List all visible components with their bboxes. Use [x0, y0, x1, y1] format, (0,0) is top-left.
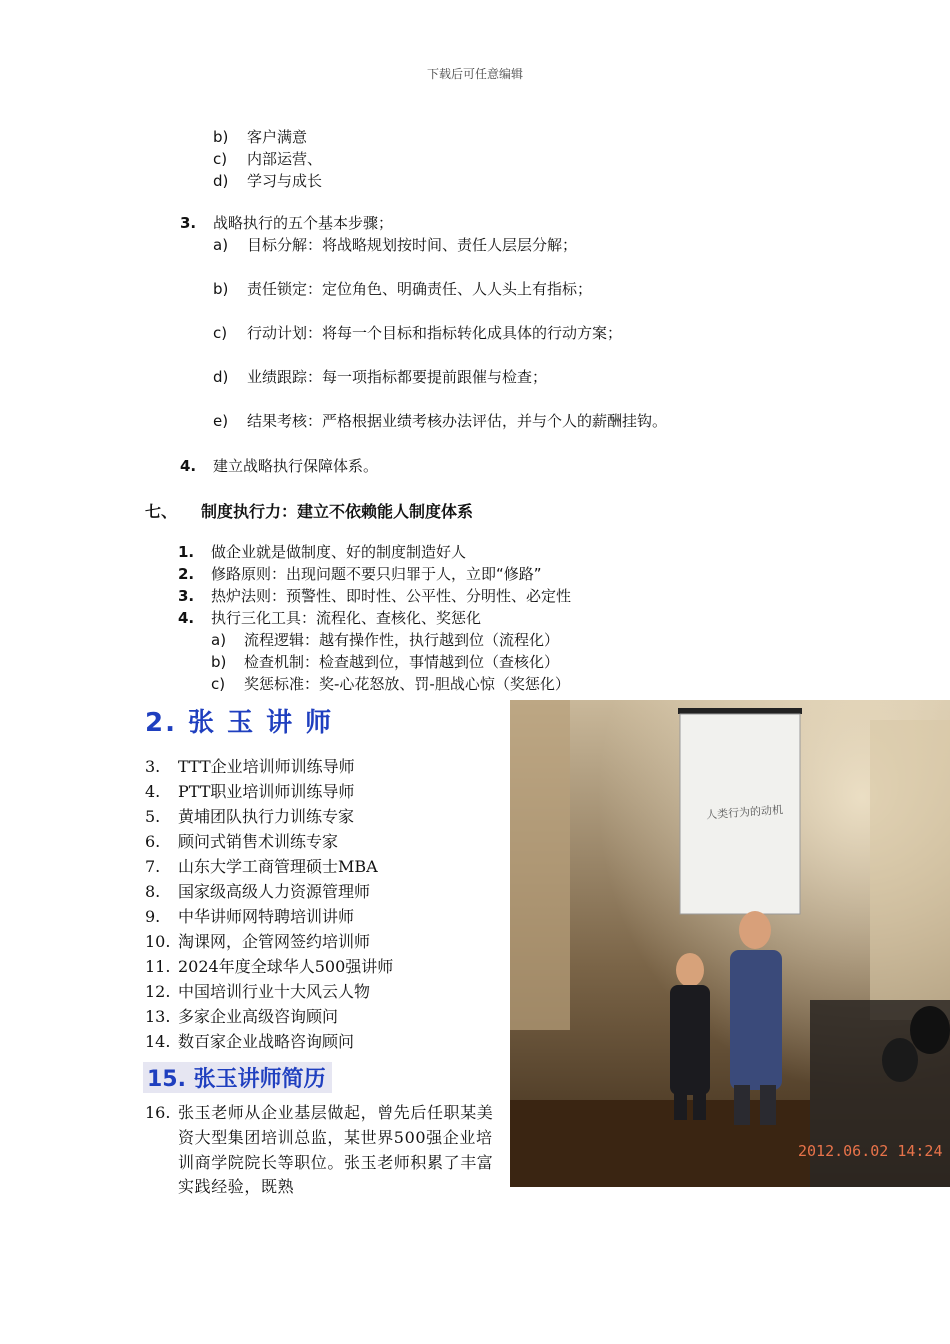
profile-heading: 15. 张玉讲师简历	[143, 1062, 332, 1093]
list-item: c) 奖惩标准：奖-心花怒放、罚-胆战心惊（奖惩化）	[211, 675, 570, 693]
list-item: 8. 国家级高级人力资源管理师	[145, 882, 371, 901]
list-item: 4. PTT职业培训师训练导师	[145, 782, 355, 801]
list-item: a) 目标分解：将战略规划按时间、责任人层层分解；	[213, 236, 578, 254]
list-item: b) 责任锁定：定位角色、明确责任、人人头上有指标；	[213, 280, 593, 298]
list-item: 7. 山东大学工商管理硕士MBA	[145, 857, 378, 876]
list-item: 6. 顾问式销售术训练专家	[145, 832, 339, 851]
list-item: 13. 多家企业高级咨询顾问	[145, 1007, 339, 1026]
list-item: d) 学习与成长	[213, 172, 323, 190]
list-item: b) 检查机制：检查越到位，事情越到位（查核化）	[211, 653, 560, 671]
list-item: 1. 做企业就是做制度、好的制度制造好人	[178, 543, 467, 561]
list-item: 4. 执行三化工具：流程化、查核化、奖惩化	[178, 609, 482, 627]
section-7-heading: 七、 制度执行力：建立不依赖能人制度体系	[145, 502, 474, 521]
list-item-3: 3. 战略执行的五个基本步骤；	[180, 214, 394, 232]
list-item: 3. 热炉法则：预警性、即时性、公平性、分明性、必定性	[178, 587, 572, 605]
list-item: d) 业绩跟踪：每一项指标都要提前跟催与检查；	[213, 368, 548, 386]
projected-slide-text: 人类行为的动机	[705, 803, 784, 822]
bio-paragraph: 16. 张玉老师从企业基层做起，曾先后任职某美资大型集团培训总监，某世界500强企业培训商学院院长等职位。张玉老师积累了丰富实践经验，既熟	[145, 1103, 494, 1197]
list-item: c) 行动计划：将每一个目标和指标转化成具体的行动方案；	[213, 324, 623, 342]
lecture-photo	[510, 700, 950, 1187]
photo-timestamp: 2012.06.02 14:24	[798, 1142, 943, 1160]
list-item: e) 结果考核：严格根据业绩考核办法评估，并与个人的薪酬挂钩。	[213, 412, 668, 430]
list-item: 10. 淘课网，企管网签约培训师	[145, 932, 371, 951]
list-item: 12. 中国培训行业十大风云人物	[145, 982, 371, 1001]
list-item: 11. 2024年度全球华人500强讲师	[145, 957, 394, 976]
list-item: 2. 修路原则：出现问题不要只归罪于人，立即“修路”	[178, 565, 542, 583]
list-item: 3. TTT企业培训师训练导师	[145, 757, 355, 776]
list-item: b) 客户满意	[213, 128, 308, 146]
lecturer-heading: 2. 张 玉 讲 师	[145, 708, 334, 738]
list-item: c) 内部运营、	[213, 150, 323, 168]
list-item: a) 流程逻辑：越有操作性，执行越到位（流程化）	[211, 631, 560, 649]
list-item: 9. 中华讲师网特聘培训讲师	[145, 907, 355, 926]
list-item: 5. 黄埔团队执行力训练专家	[145, 807, 355, 826]
page-header-note: 下载后可任意编辑	[426, 67, 523, 81]
list-item-4: 4. 建立战略执行保障体系。	[180, 457, 379, 475]
list-item: 14. 数百家企业战略咨询顾问	[145, 1032, 355, 1051]
